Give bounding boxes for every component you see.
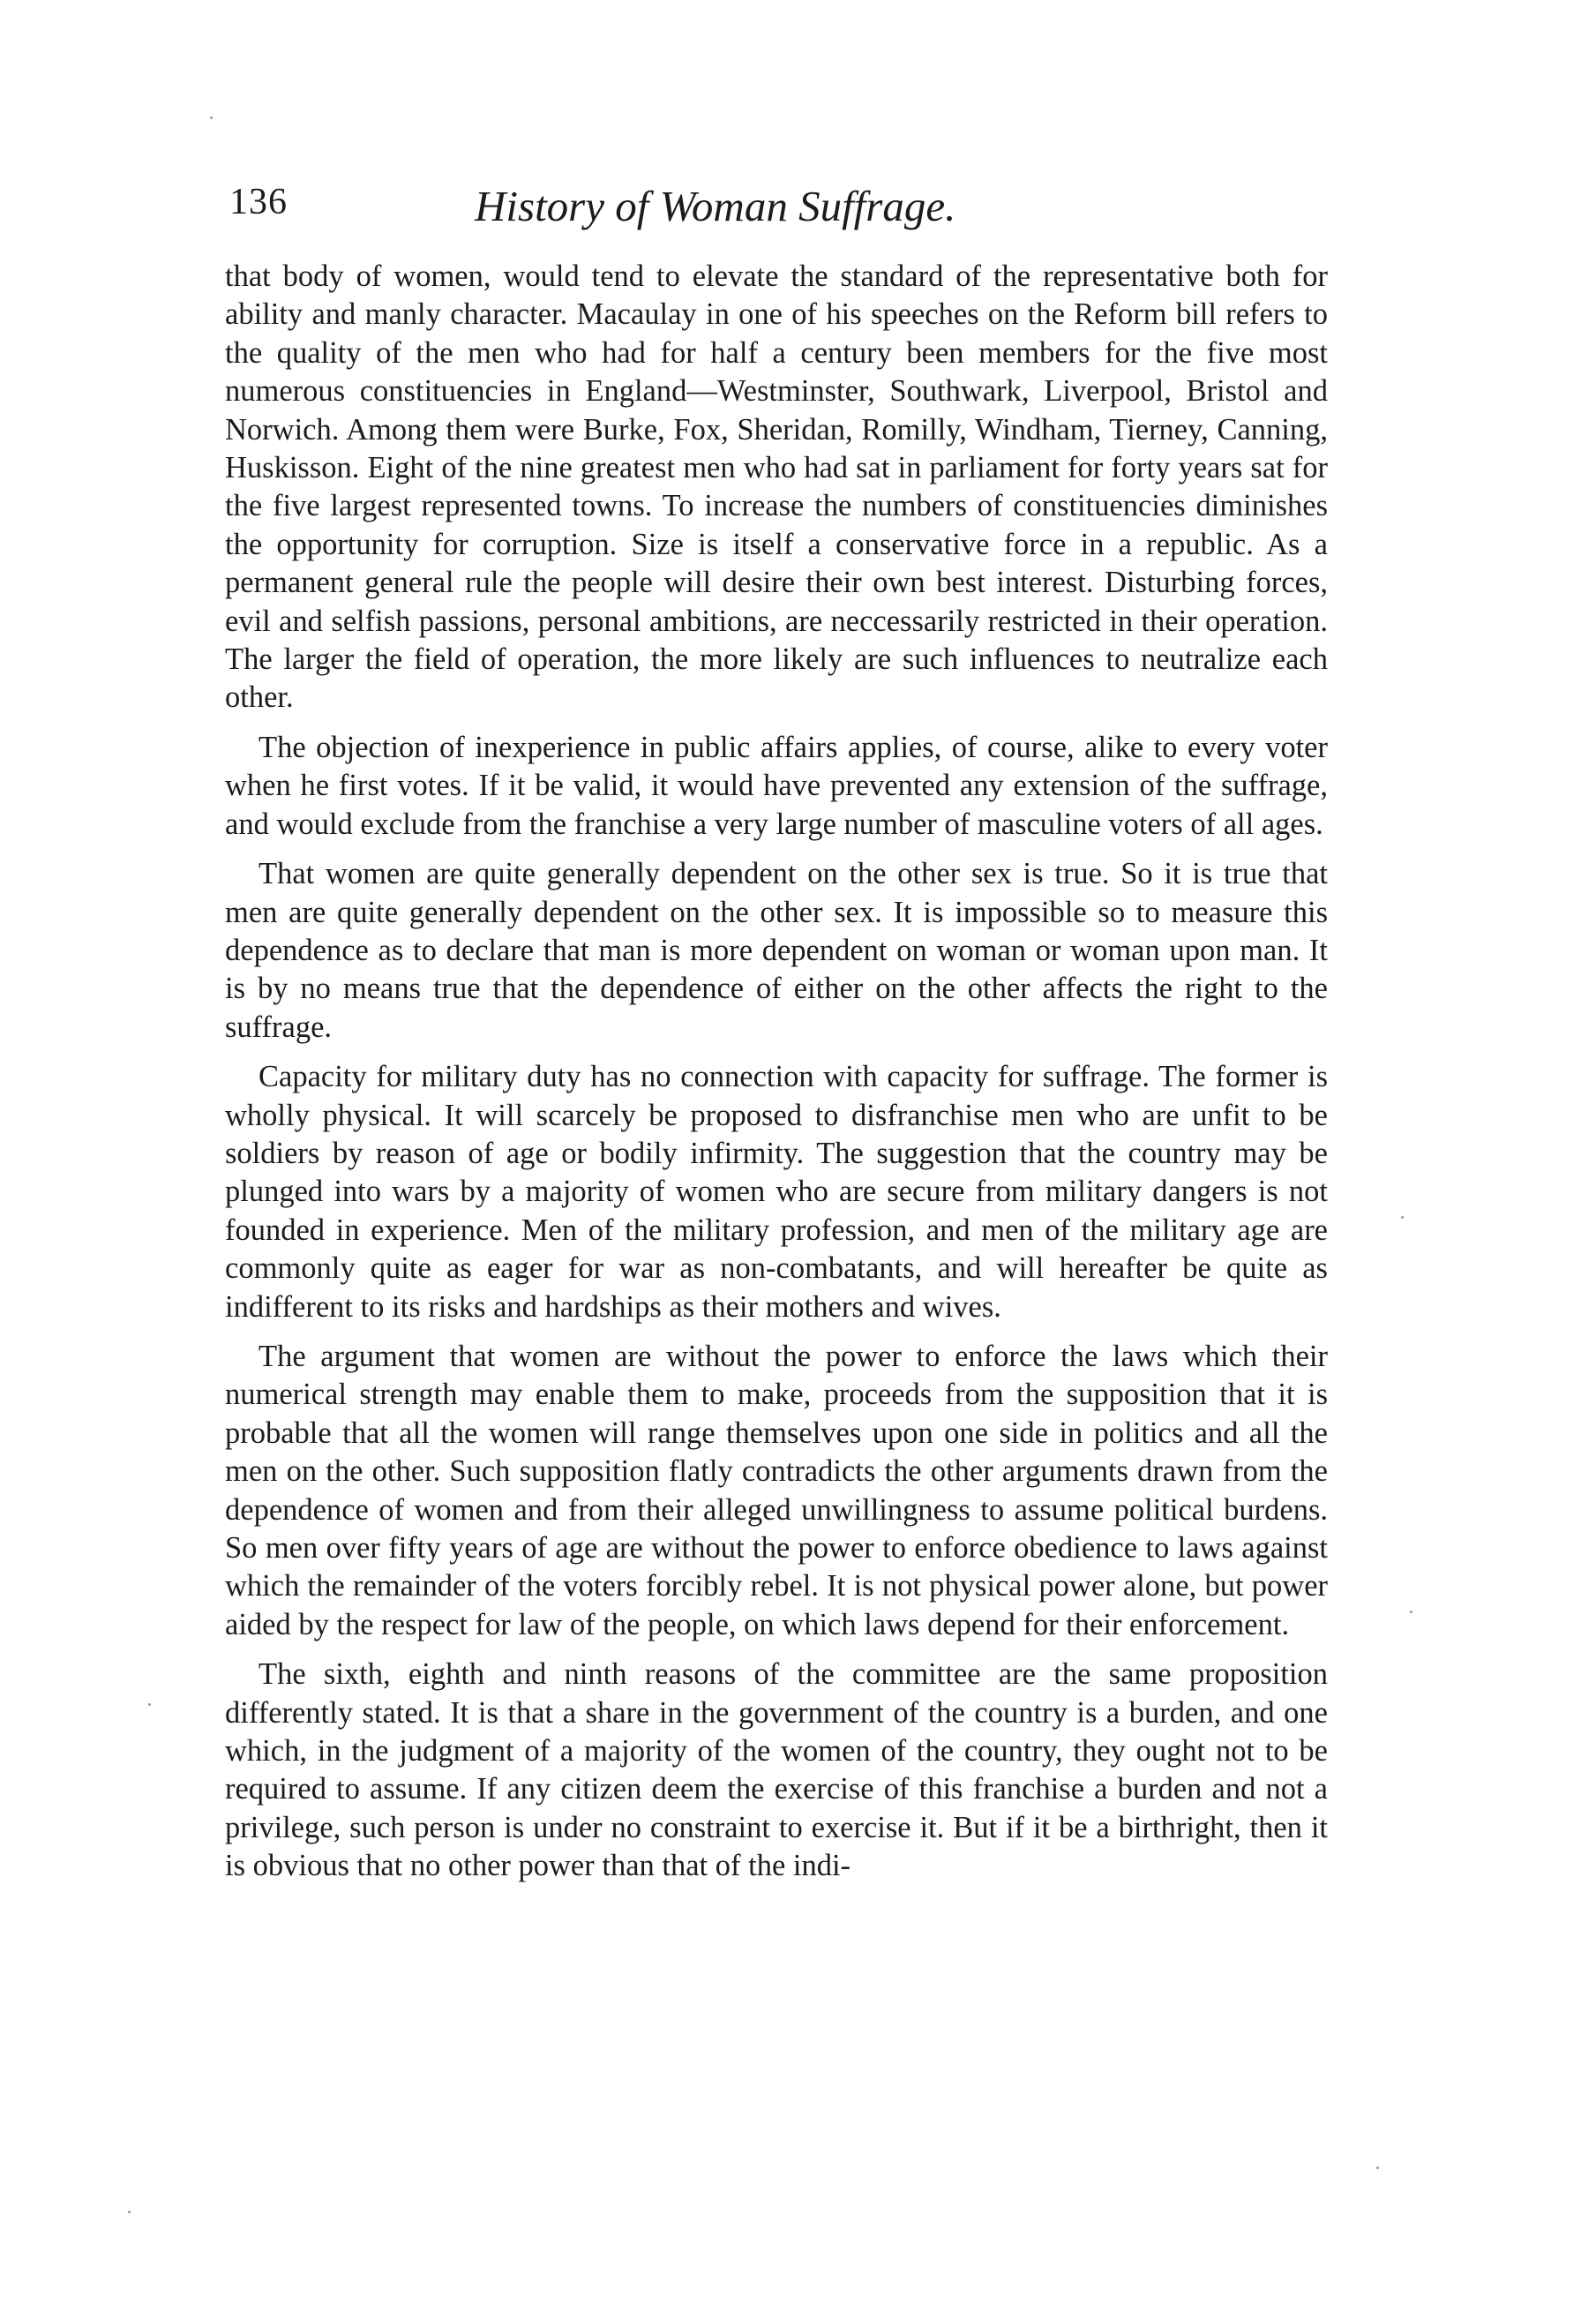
scan-speck [148, 1703, 151, 1706]
paragraph: The argument that women are without the power to enforce the laws which their numerical strength may enable them to make, proceeds from the supposition that it is probable that all the women will range themselves upon one side in politics and all the men on the other. Such supposition flatly contradicts the other arguments drawn from the dependence of women and from their alleged unwillingness to assume political burdens. So men over fifty years of age are without the power to enforce obedience to laws against which the remainder of the voters forcibly rebel. It is not physical power alone, but power aided by the respect for law of the people, on which laws depend for their enforcement. [225, 1339, 1328, 1641]
running-title: History of Woman Suffrage. [475, 182, 956, 230]
page-number: 136 [229, 182, 288, 222]
paragraph: The objection of inexperience in public affairs applies, of course, alike to every voter when he first votes. If it be valid, it would have prevented any extension of the suffrage, and would exclude from the franchise a very large number of masculine voters of all ages. [225, 730, 1328, 841]
scan-speck [1410, 1611, 1412, 1613]
paragraph: The sixth, eighth and ninth reasons of the committee are the same proposition differently stated. It is that a share in the government of the country is a burden, and one which, in the judgment of a majority of the women of the country, they ought not to be required to assume. If any citizen deem the exercise of this franchise a burden and not a privilege, such person is under no constraint to exercise it. But if it be a birthright, then it is obvious that no other power than that of the indi- [225, 1657, 1328, 1883]
body-text [225, 258, 1328, 1897]
scan-speck [1401, 1216, 1404, 1219]
scan-speck [128, 2211, 131, 2213]
page-header [219, 181, 1330, 243]
scan-speck [210, 116, 213, 119]
paragraph: That women are quite generally dependent on the other sex is true. So it is true that men are quite generally dependent on the other sex. It is impossible so to measure this dependence as to declare that man is more dependent on woman or woman upon man. It is by no means true that the dependence of either on the other affects the right to the suffrage. [225, 857, 1328, 1044]
scan-speck [1376, 2167, 1379, 2169]
paragraph: Capacity for military duty has no connection with capacity for suffrage. The former is wholly physical. It will scarcely be proposed to disfranchise men who are unfit to be soldiers by reason of age or bodily infirmity. The suggestion that the country may be plunged into wars by a majority of women who are secure from military dangers is not founded in experience. Men of the military profession, and men of the military age are commonly quite as eager for war as non-combatants, and will hereafter be quite as indifferent to its risks and hardships as their mothers and wives. [225, 1060, 1328, 1324]
paragraph: that body of women, would tend to elevate the standard of the representative both for ability and manly character. Macaulay in one of his speeches on the Reform bill refers to the quality of the men who had for half a century been members for the five most numerous constituencies in England—Westminster, Southwark, Liverpool, Bristol and Norwich. Among them were Burke, Fox, Sheridan, Romilly, Windham, Tierney, Canning, Huskisson. Eight of the nine greatest men who had sat in parliament for forty years sat for the five largest represented towns. To increase the numbers of constituencies diminishes the opportunity for corruption. Size is itself a conservative force in a republic. As a permanent general rule the people will desire their own best interest. Disturbing forces, evil and selfish passions, personal ambitions, are neccessarily restricted in their operation. The larger the field of operation, the more likely are such influences to neutralize each other. [225, 259, 1328, 715]
